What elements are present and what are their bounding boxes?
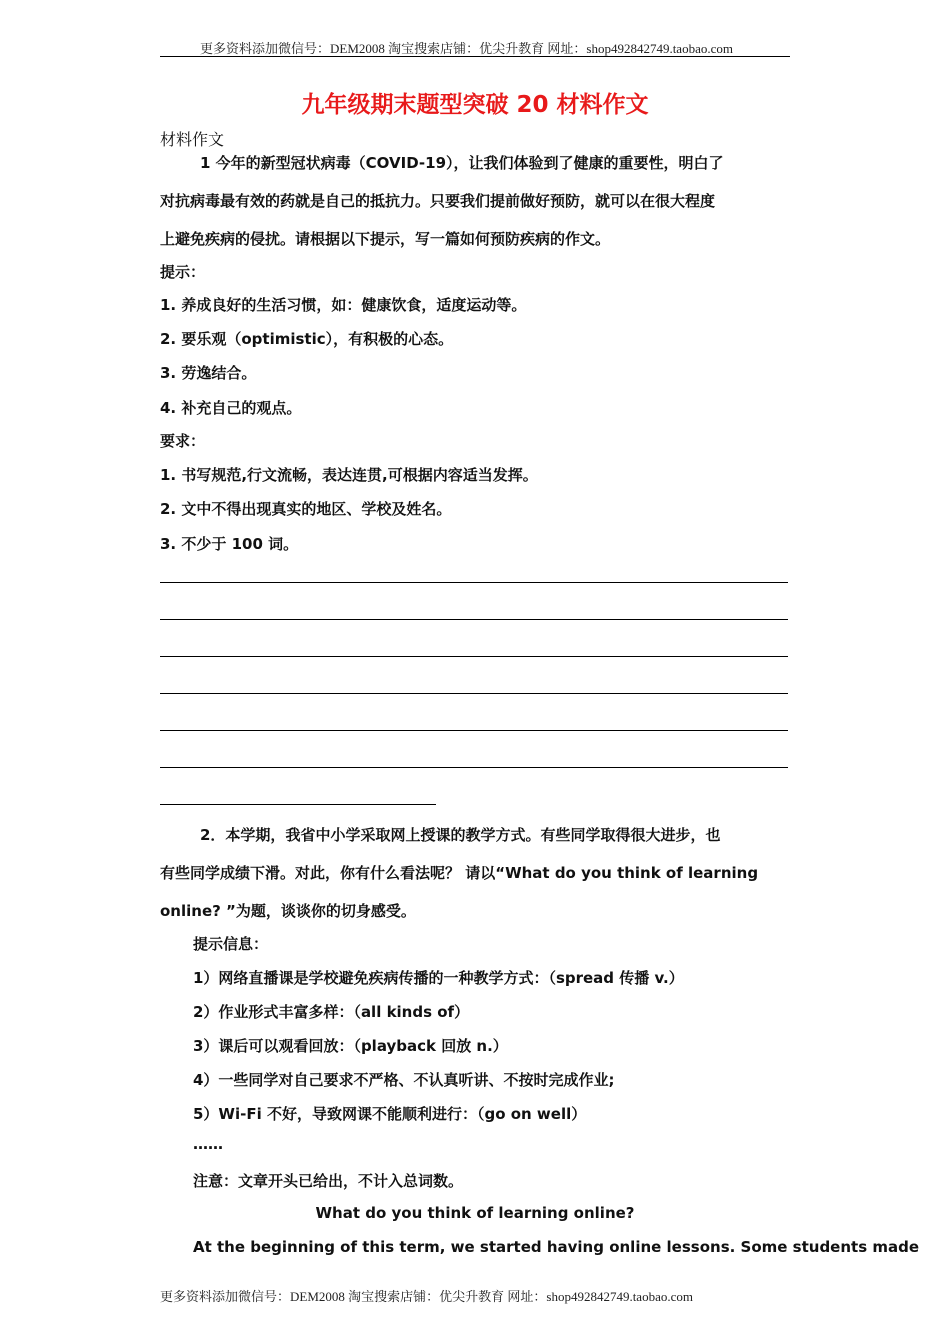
- q2-hint-1: 1）网络直播课是学校避免疾病传播的一种教学方式：（spread 传播 v.）: [193, 969, 684, 987]
- q1-req-1: 1. 书写规范,行文流畅，表达连贯,可根据内容适当发挥。: [160, 466, 538, 484]
- page-header: 更多资料添加微信号：DEM2008 淘宝搜索店铺：优尖升教育 网址：shop492842749.taobao.com: [200, 41, 733, 56]
- page-title: 九年级期末题型突破 20 材料作文: [301, 92, 649, 118]
- q1-req-2: 2. 文中不得出现真实的地区、学校及姓名。: [160, 500, 452, 518]
- q1-line-3: 上避免疾病的侵扰。请根据以下提示，写一篇如何预防疾病的作文。: [160, 230, 611, 248]
- q1-hint-1: 1. 养成良好的生活习惯，如：健康饮食，适度运动等。: [160, 296, 527, 314]
- q2-hint-5: 5）Wi-Fi 不好，导致网课不能顺利进行：（go on well）: [193, 1105, 587, 1123]
- q1-line-2: 对抗病毒最有效的药就是自己的抵抗力。只要我们提前做好预防，就可以在很大程度: [160, 192, 716, 210]
- q2-line-1: 2．本学期，我省中小学采取网上授课的教学方式。有些同学取得很大进步，也: [200, 826, 721, 844]
- answer-line: [160, 767, 788, 768]
- q2-hint-4: 4）一些同学对自己要求不严格、不认真听讲、不按时完成作业;: [193, 1071, 615, 1089]
- essay-title: What do you think of learning online?: [315, 1204, 635, 1222]
- q2-hint-label: 提示信息：: [193, 935, 269, 953]
- q2-ellipsis: ……: [193, 1135, 223, 1153]
- answer-line: [160, 804, 436, 805]
- q1-line-1: 1 今年的新型冠状病毒（COVID-19），让我们体验到了健康的重要性，明白了: [200, 154, 724, 172]
- section-label: 材料作文: [160, 130, 225, 149]
- header-rule: [160, 56, 790, 57]
- answer-line: [160, 619, 788, 620]
- answer-line: [160, 693, 788, 694]
- answer-line: [160, 730, 788, 731]
- q1-req-label: 要求：: [160, 432, 206, 450]
- q2-line-3: online? ”为题，谈谈你的切身感受。: [160, 902, 416, 920]
- q1-hint-3: 3. 劳逸结合。: [160, 364, 257, 382]
- essay-start: At the beginning of this term, we started having online lessons. Some students made: [193, 1238, 920, 1256]
- q2-hint-2: 2）作业形式丰富多样：（all kinds of）: [193, 1003, 470, 1021]
- q1-hint-2: 2. 要乐观（optimistic），有积极的心态。: [160, 330, 454, 348]
- page-footer: 更多资料添加微信号：DEM2008 淘宝搜索店铺：优尖升教育 网址：shop492842749.taobao.com: [160, 1289, 693, 1304]
- q2-note: 注意：文章开头已给出，不计入总词数。: [193, 1172, 464, 1190]
- q2-line-2: 有些同学成绩下滑。对此，你有什么看法呢？ 请以“What do you think of learning: [160, 864, 759, 882]
- answer-line: [160, 656, 788, 657]
- q1-hint-label: 提示：: [160, 263, 206, 281]
- q2-hint-3: 3）课后可以观看回放：（playback 回放 n.）: [193, 1037, 508, 1055]
- q1-hint-4: 4. 补充自己的观点。: [160, 399, 302, 417]
- q1-req-3: 3. 不少于 100 词。: [160, 535, 299, 553]
- answer-line: [160, 582, 788, 583]
